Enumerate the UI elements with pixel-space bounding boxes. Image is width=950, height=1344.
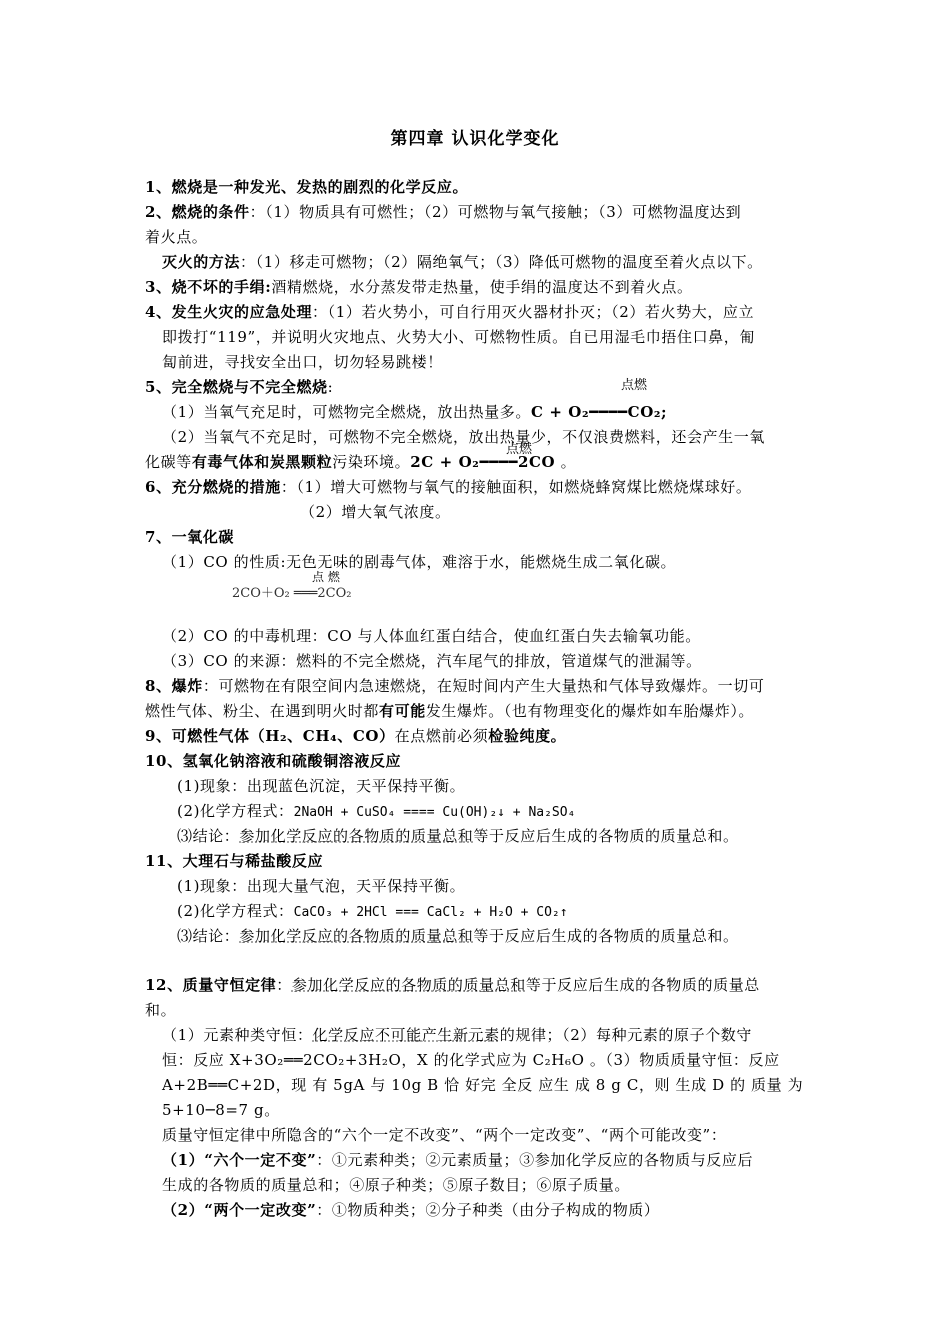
section-6 <box>145 475 752 499</box>
section-5-line-3-d: 。 <box>555 453 577 471</box>
section-2 <box>145 200 741 224</box>
section-4-text: ：（1）若火势小，可自行用灭火器材扑灭；（2）若火势大，应立 <box>312 303 755 321</box>
section-5-line-3 <box>145 450 576 474</box>
section-8-line-2-a: 燃性气体、粉尘、在遇到明火时都 <box>145 702 380 720</box>
fire-extinguish-heading: 灭火的方法 <box>162 253 241 271</box>
equation-co-combustion: 2CO＋O₂ ═══2CO₂ <box>232 586 352 601</box>
section-1: 1、燃烧是一种发光、发热的剧烈的化学反应。 <box>145 178 469 196</box>
section-8-heading: 8、爆炸 <box>145 677 203 695</box>
fire-extinguish-line <box>162 250 763 274</box>
two-changed-heading: （2）“两个一定改变” <box>162 1201 317 1219</box>
section-12-line-1 <box>162 1023 752 1047</box>
section-5-line-3-c: 污染环境。 <box>332 453 411 471</box>
section-6-heading: 6、充分燃烧的措施 <box>145 478 281 496</box>
section-7-line-3: （3）CO 的来源：燃料的不完全燃烧，汽车尾气的排放，管道煤气的泄漏等。 <box>162 652 702 670</box>
section-7-line-2: （2）CO 的中毒机理：CO 与人体血红蛋白结合，使血红蛋白失去输氧功能。 <box>162 627 701 645</box>
section-10-conclusion-label: ⑶结论： <box>177 827 240 845</box>
section-11-conclusion-rest: 等于反应后生成的各物质的质量总和。 <box>473 927 739 945</box>
section-10-heading: 10、氢氧化钠溶液和硫酸铜溶液反应 <box>145 752 402 770</box>
equation-complete-combustion: C + O₂━━━━CO₂; <box>530 403 668 421</box>
section-5-heading: 5、完全燃烧与不完全燃烧 <box>145 378 328 396</box>
section-10-equation-line <box>177 799 575 825</box>
toxic-gas-emphasis: 有毒气体和炭黑颗粒 <box>191 453 333 471</box>
section-12-heading: 12、质量守恒定律 <box>145 976 277 994</box>
section-8-text: ：可燃物在有限空间内急速燃烧，在短时间内产生大量热和气体导致爆炸。一切可 <box>202 677 765 695</box>
section-9-text: 在点燃前必须 <box>394 727 489 745</box>
section-12-underlined: 参加化学反应的各物质的质量总和 <box>291 976 526 994</box>
section-4-line-2: 即拨打“119”，并说明火灾地点、火势大小、可燃物性质。自已用湿毛巾捂住口鼻，匍 <box>162 328 755 346</box>
section-6-text: ：（1）增大可燃物与氧气的接触面积，如燃烧蜂窝煤比燃烧煤球好。 <box>280 478 752 496</box>
section-5-line-1-text: （1）当氧气充足时，可燃物完全燃烧，放出热量多。 <box>162 403 531 421</box>
ignite-label-3: 点 燃 <box>312 570 340 584</box>
section-11-conclusion <box>177 924 739 948</box>
section-10-equation-label: (2)化学方程式： <box>177 802 294 820</box>
section-9-heading: 9、可燃性气体（H₂、CH₄、CO） <box>145 727 395 745</box>
section-4 <box>145 300 754 324</box>
section-11-heading: 11、大理石与稀盐酸反应 <box>145 852 324 870</box>
six-unchanged-text: ：①元素种类；②元素质量；③参加化学反应的各物质与反应后 <box>316 1151 754 1169</box>
section-12-line-5: 质量守恒定律中所隐含的“六个一定不改变”、“两个一定改变”、“两个可能改变”： <box>162 1126 727 1144</box>
section-12-line-6 <box>162 1148 753 1172</box>
section-8-emphasis: 有可能 <box>379 702 426 720</box>
section-9 <box>145 724 566 748</box>
section-12-line-4: 5+10─8=7 g。 <box>162 1101 280 1119</box>
section-12-line-2: 恒：反应 X+3O₂══2CO₂+3H₂O，X 的化学式应为 C₂H₆O 。（3）物质质量守恒：反应 <box>162 1051 780 1069</box>
section-4-line-3: 匐前进，寻找安全出口，切勿轻易跳楼！ <box>162 353 443 371</box>
section-11-equation-label: (2)化学方程式： <box>177 902 294 920</box>
section-6-line-2: （2）增大氧气浓度。 <box>300 503 451 521</box>
section-5-colon: : <box>327 378 334 396</box>
section-10-conclusion-rest: 等于反应后生成的各物质的质量总和。 <box>473 827 739 845</box>
two-changed-text: ：①物质种类；②分子种类（由分子构成的物质） <box>316 1201 660 1219</box>
section-12-line-1-c: 的规律；（2）每种元素的原子个数守 <box>499 1026 752 1044</box>
section-11-conclusion-label: ⑶结论： <box>177 927 240 945</box>
section-12-line-3: A+2B══C+2D，现 有 5gA 与 10g B 恰 好完 全反 应生 成 8 g C，则 生成 D 的 质量 为 <box>162 1076 804 1094</box>
section-3 <box>145 275 693 299</box>
section-10-conclusion <box>177 824 739 848</box>
section-3-text: 酒精燃烧，水分蒸发带走热量，使手绢的温度达不到着火点。 <box>271 278 693 296</box>
section-12-line-1-underlined: 化学反应不可能产生新元素 <box>312 1026 500 1044</box>
section-8 <box>145 674 764 698</box>
ignite-label-1: 点燃 <box>621 378 648 393</box>
section-8-line-2 <box>145 699 754 723</box>
section-12-line-7: 生成的各物质的质量总和；④原子种类；⑤原子数目；⑥原子质量。 <box>162 1176 631 1194</box>
section-5-line-2: （2）当氧气不充足时，可燃物不完全燃烧，放出热量少，不仅浪费燃料，还会产生一氧 <box>162 428 765 446</box>
six-unchanged-heading: （1）“六个一定不变” <box>162 1151 317 1169</box>
section-5 <box>145 375 333 399</box>
ignite-label-2: 点燃 <box>506 442 533 457</box>
section-12-line-1-a: （1）元素种类守恒： <box>162 1026 313 1044</box>
section-3-heading: 3、烧不坏的手绢: <box>145 278 272 296</box>
section-7-heading: 7、一氧化碳 <box>145 528 235 546</box>
section-5-line-1 <box>162 400 667 424</box>
equation-caco3-hcl: CaCO₃ + 2HCl === CaCl₂ + H₂O + CO₂↑ <box>293 905 568 920</box>
section-2-cont: 着火点。 <box>145 228 208 246</box>
section-11-equation-line <box>177 899 568 925</box>
section-7-line-1: （1）CO 的性质:无色无味的剧毒气体，难溶于水，能燃烧生成二氧化碳。 <box>162 553 677 571</box>
section-8-line-2-c: 发生爆炸。（也有物理变化的爆炸如车胎爆炸）。 <box>425 702 755 720</box>
section-12-line-8 <box>162 1198 660 1222</box>
section-11-conclusion-underlined: 参加化学反应的各物质的质量总和 <box>239 927 474 945</box>
section-12 <box>145 973 760 997</box>
section-11-phenomenon: (1)现象：出现大量气泡，天平保持平衡。 <box>177 877 466 895</box>
section-5-line-3-a: 化碳等 <box>145 453 192 471</box>
section-12-colon: ： <box>276 976 292 994</box>
section-9-emphasis: 检验纯度。 <box>488 727 567 745</box>
section-4-heading: 4、发生火灾的应急处理 <box>145 303 313 321</box>
section-2-heading: 2、燃烧的条件 <box>145 203 250 221</box>
section-10-phenomenon: (1)现象：出现蓝色沉淀，天平保持平衡。 <box>177 777 466 795</box>
section-2-text: ：（1）物质具有可燃性；（2）可燃物与氧气接触；（3）可燃物温度达到 <box>249 203 742 221</box>
fire-extinguish-text: ：（1）移走可燃物；（2）隔绝氧气；（3）降低可燃物的温度至着火点以下。 <box>240 253 763 271</box>
section-10-conclusion-underlined: 参加化学反应的各物质的质量总和 <box>239 827 474 845</box>
equation-incomplete-combustion: 2C + O₂━━━━2CO <box>410 453 556 471</box>
equation-naoh-cuso4: 2NaOH + CuSO₄ ==== Cu(OH)₂↓ + Na₂SO₄ <box>293 805 576 820</box>
section-12-cont: 和。 <box>145 1001 177 1019</box>
section-12-text: 等于反应后生成的各物质的质量总 <box>525 976 760 994</box>
page-title: 第四章 认识化学变化 <box>390 129 560 149</box>
